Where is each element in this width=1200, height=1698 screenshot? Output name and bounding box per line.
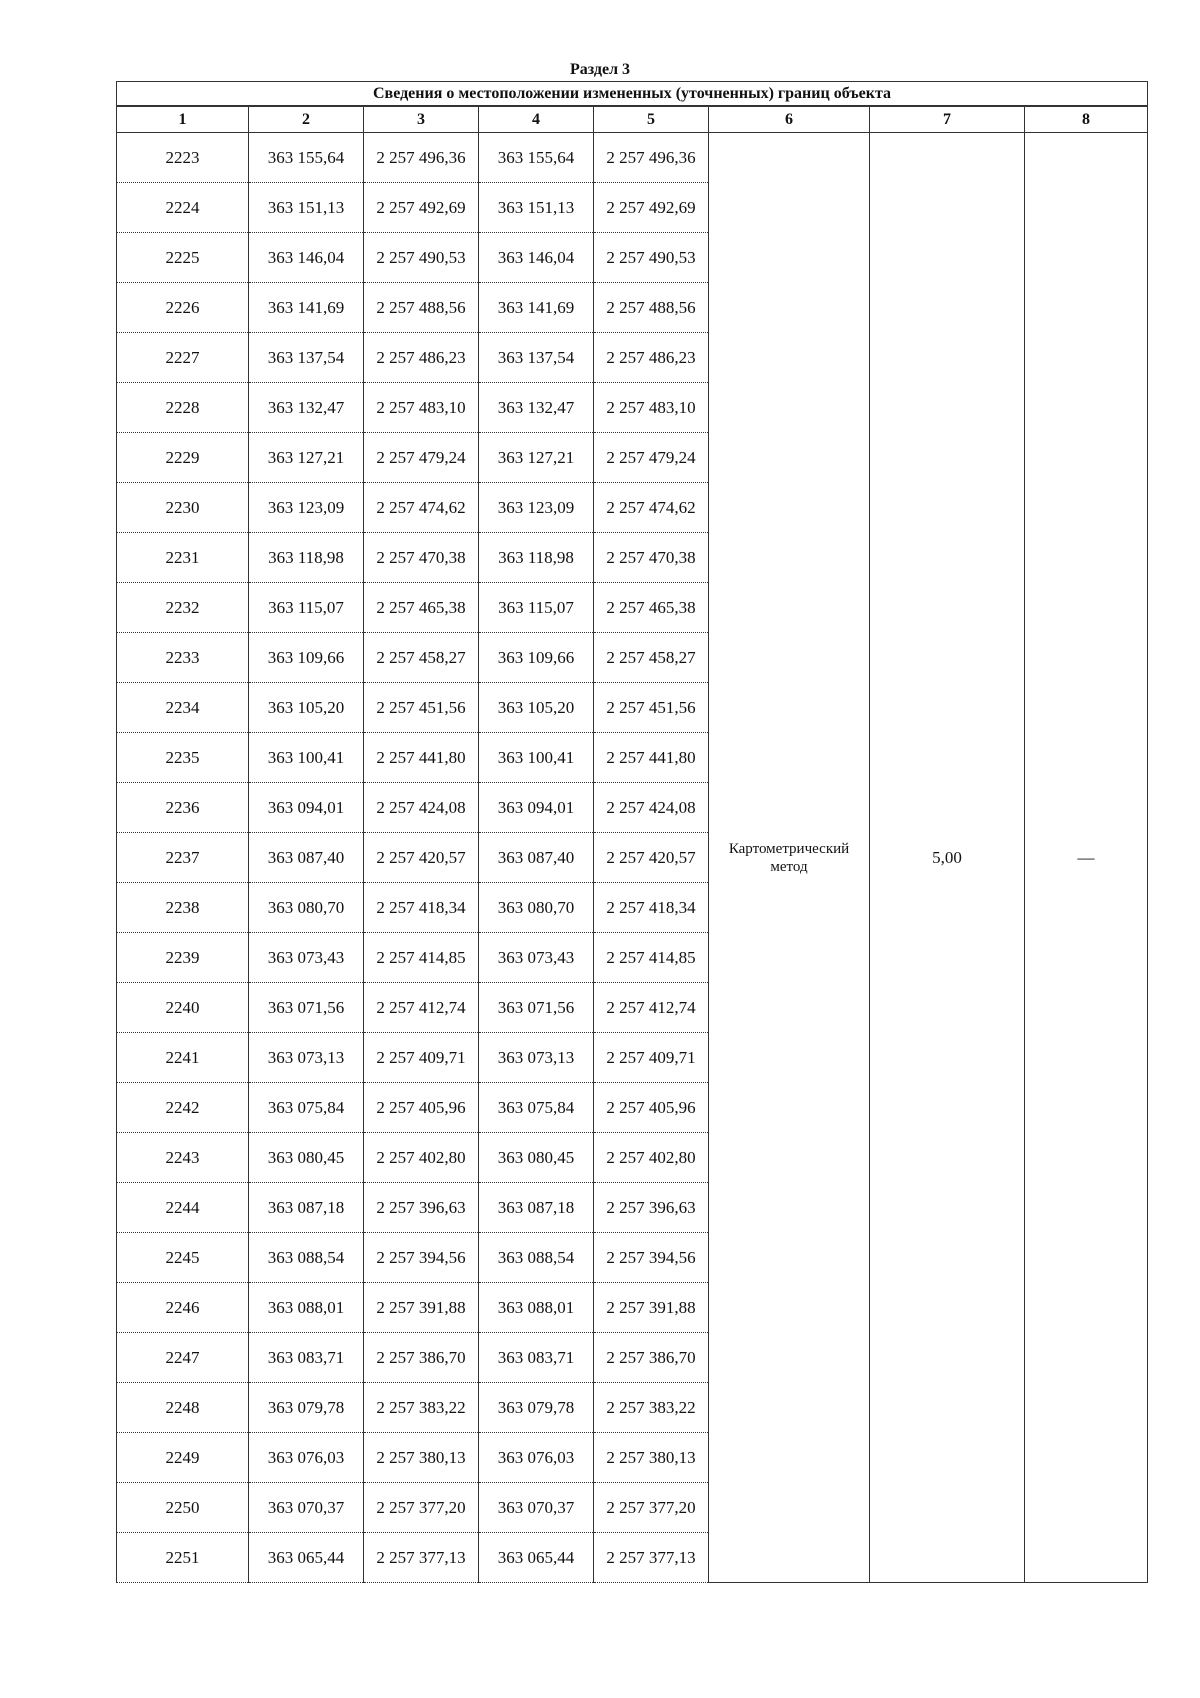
y-coordinate-new-cell: 2 257 488,56 bbox=[594, 283, 709, 333]
y-coordinate-new-cell: 2 257 420,57 bbox=[594, 833, 709, 883]
point-number-cell: 2231 bbox=[117, 533, 249, 583]
y-coordinate-new-cell: 2 257 380,13 bbox=[594, 1433, 709, 1483]
y-coordinate-new-cell: 2 257 402,80 bbox=[594, 1133, 709, 1183]
x-coordinate-old-cell: 363 087,40 bbox=[249, 833, 364, 883]
x-coordinate-old-cell: 363 115,07 bbox=[249, 583, 364, 633]
y-coordinate-old-cell: 2 257 418,34 bbox=[364, 883, 479, 933]
x-coordinate-new-cell: 363 065,44 bbox=[479, 1533, 594, 1583]
point-number-cell: 2230 bbox=[117, 483, 249, 533]
y-coordinate-old-cell: 2 257 479,24 bbox=[364, 433, 479, 483]
column-number-8: 8 bbox=[1025, 106, 1148, 133]
point-number-cell: 2251 bbox=[117, 1533, 249, 1583]
x-coordinate-old-cell: 363 155,64 bbox=[249, 133, 364, 183]
accuracy-cell: 5,00 bbox=[870, 133, 1025, 1583]
x-coordinate-new-cell: 363 105,20 bbox=[479, 683, 594, 733]
x-coordinate-new-cell: 363 127,21 bbox=[479, 433, 594, 483]
method-line-2: метод bbox=[770, 858, 808, 875]
y-coordinate-new-cell: 2 257 396,63 bbox=[594, 1183, 709, 1233]
y-coordinate-old-cell: 2 257 486,23 bbox=[364, 333, 479, 383]
point-description-cell: — bbox=[1025, 133, 1148, 1583]
point-number-cell: 2233 bbox=[117, 633, 249, 683]
x-coordinate-old-cell: 363 109,66 bbox=[249, 633, 364, 683]
y-coordinate-old-cell: 2 257 420,57 bbox=[364, 833, 479, 883]
x-coordinate-new-cell: 363 080,70 bbox=[479, 883, 594, 933]
y-coordinate-old-cell: 2 257 424,08 bbox=[364, 783, 479, 833]
x-coordinate-old-cell: 363 071,56 bbox=[249, 983, 364, 1033]
x-coordinate-new-cell: 363 088,01 bbox=[479, 1283, 594, 1333]
table-caption: Сведения о местоположении измененных (уточненных) границ объекта bbox=[117, 82, 1148, 107]
point-number-cell: 2234 bbox=[117, 683, 249, 733]
point-number-cell: 2248 bbox=[117, 1383, 249, 1433]
point-number-cell: 2236 bbox=[117, 783, 249, 833]
y-coordinate-old-cell: 2 257 391,88 bbox=[364, 1283, 479, 1333]
point-number-cell: 2244 bbox=[117, 1183, 249, 1233]
y-coordinate-old-cell: 2 257 483,10 bbox=[364, 383, 479, 433]
x-coordinate-old-cell: 363 132,47 bbox=[249, 383, 364, 433]
y-coordinate-new-cell: 2 257 409,71 bbox=[594, 1033, 709, 1083]
x-coordinate-old-cell: 363 079,78 bbox=[249, 1383, 364, 1433]
y-coordinate-old-cell: 2 257 377,20 bbox=[364, 1483, 479, 1533]
column-number-5: 5 bbox=[594, 106, 709, 133]
column-number-6: 6 bbox=[709, 106, 870, 133]
x-coordinate-new-cell: 363 075,84 bbox=[479, 1083, 594, 1133]
x-coordinate-old-cell: 363 073,43 bbox=[249, 933, 364, 983]
x-coordinate-new-cell: 363 073,13 bbox=[479, 1033, 594, 1083]
x-coordinate-old-cell: 363 080,45 bbox=[249, 1133, 364, 1183]
y-coordinate-old-cell: 2 257 383,22 bbox=[364, 1383, 479, 1433]
y-coordinate-new-cell: 2 257 377,13 bbox=[594, 1533, 709, 1583]
x-coordinate-new-cell: 363 088,54 bbox=[479, 1233, 594, 1283]
method-line-1: Картометрический bbox=[728, 840, 850, 857]
x-coordinate-new-cell: 363 083,71 bbox=[479, 1333, 594, 1383]
y-coordinate-new-cell: 2 257 414,85 bbox=[594, 933, 709, 983]
x-coordinate-old-cell: 363 070,37 bbox=[249, 1483, 364, 1533]
point-number-cell: 2239 bbox=[117, 933, 249, 983]
point-number-cell: 2225 bbox=[117, 233, 249, 283]
x-coordinate-new-cell: 363 079,78 bbox=[479, 1383, 594, 1433]
y-coordinate-new-cell: 2 257 386,70 bbox=[594, 1333, 709, 1383]
y-coordinate-new-cell: 2 257 474,62 bbox=[594, 483, 709, 533]
x-coordinate-old-cell: 363 088,01 bbox=[249, 1283, 364, 1333]
point-number-cell: 2245 bbox=[117, 1233, 249, 1283]
x-coordinate-old-cell: 363 083,71 bbox=[249, 1333, 364, 1383]
x-coordinate-new-cell: 363 151,13 bbox=[479, 183, 594, 233]
point-number-cell: 2232 bbox=[117, 583, 249, 633]
x-coordinate-old-cell: 363 151,13 bbox=[249, 183, 364, 233]
x-coordinate-new-cell: 363 073,43 bbox=[479, 933, 594, 983]
x-coordinate-new-cell: 363 109,66 bbox=[479, 633, 594, 683]
table-body bbox=[117, 133, 1148, 1583]
x-coordinate-new-cell: 363 070,37 bbox=[479, 1483, 594, 1533]
y-coordinate-old-cell: 2 257 414,85 bbox=[364, 933, 479, 983]
y-coordinate-new-cell: 2 257 418,34 bbox=[594, 883, 709, 933]
determination-method-cell bbox=[709, 133, 870, 1583]
y-coordinate-new-cell: 2 257 458,27 bbox=[594, 633, 709, 683]
x-coordinate-old-cell: 363 105,20 bbox=[249, 683, 364, 733]
point-number-cell: 2229 bbox=[117, 433, 249, 483]
y-coordinate-old-cell: 2 257 396,63 bbox=[364, 1183, 479, 1233]
y-coordinate-old-cell: 2 257 386,70 bbox=[364, 1333, 479, 1383]
point-number-cell: 2249 bbox=[117, 1433, 249, 1483]
point-number-cell: 2235 bbox=[117, 733, 249, 783]
x-coordinate-new-cell: 363 087,40 bbox=[479, 833, 594, 883]
x-coordinate-new-cell: 363 094,01 bbox=[479, 783, 594, 833]
point-number-cell: 2243 bbox=[117, 1133, 249, 1183]
y-coordinate-old-cell: 2 257 402,80 bbox=[364, 1133, 479, 1183]
x-coordinate-old-cell: 363 073,13 bbox=[249, 1033, 364, 1083]
y-coordinate-new-cell: 2 257 483,10 bbox=[594, 383, 709, 433]
x-coordinate-old-cell: 363 076,03 bbox=[249, 1433, 364, 1483]
y-coordinate-old-cell: 2 257 488,56 bbox=[364, 283, 479, 333]
y-coordinate-old-cell: 2 257 451,56 bbox=[364, 683, 479, 733]
section-title: Раздел 3 bbox=[569, 61, 631, 78]
x-coordinate-old-cell: 363 137,54 bbox=[249, 333, 364, 383]
y-coordinate-new-cell: 2 257 391,88 bbox=[594, 1283, 709, 1333]
y-coordinate-new-cell: 2 257 479,24 bbox=[594, 433, 709, 483]
point-number-cell: 2224 bbox=[117, 183, 249, 233]
y-coordinate-new-cell: 2 257 383,22 bbox=[594, 1383, 709, 1433]
y-coordinate-old-cell: 2 257 380,13 bbox=[364, 1433, 479, 1483]
table-row bbox=[117, 133, 1148, 183]
y-coordinate-new-cell: 2 257 492,69 bbox=[594, 183, 709, 233]
point-number-cell: 2238 bbox=[117, 883, 249, 933]
y-coordinate-old-cell: 2 257 409,71 bbox=[364, 1033, 479, 1083]
x-coordinate-old-cell: 363 088,54 bbox=[249, 1233, 364, 1283]
x-coordinate-new-cell: 363 080,45 bbox=[479, 1133, 594, 1183]
point-number-cell: 2227 bbox=[117, 333, 249, 383]
y-coordinate-old-cell: 2 257 458,27 bbox=[364, 633, 479, 683]
y-coordinate-new-cell: 2 257 451,56 bbox=[594, 683, 709, 733]
point-number-cell: 2228 bbox=[117, 383, 249, 433]
column-number-2: 2 bbox=[249, 106, 364, 133]
x-coordinate-old-cell: 363 118,98 bbox=[249, 533, 364, 583]
y-coordinate-old-cell: 2 257 496,36 bbox=[364, 133, 479, 183]
y-coordinate-old-cell: 2 257 394,56 bbox=[364, 1233, 479, 1283]
point-number-cell: 2223 bbox=[117, 133, 249, 183]
x-coordinate-new-cell: 363 100,41 bbox=[479, 733, 594, 783]
x-coordinate-old-cell: 363 065,44 bbox=[249, 1533, 364, 1583]
point-number-cell: 2241 bbox=[117, 1033, 249, 1083]
y-coordinate-new-cell: 2 257 470,38 bbox=[594, 533, 709, 583]
y-coordinate-old-cell: 2 257 490,53 bbox=[364, 233, 479, 283]
column-number-3: 3 bbox=[364, 106, 479, 133]
x-coordinate-new-cell: 363 071,56 bbox=[479, 983, 594, 1033]
boundary-coordinates-table bbox=[116, 81, 1148, 1583]
column-number-1: 1 bbox=[117, 106, 249, 133]
x-coordinate-old-cell: 363 123,09 bbox=[249, 483, 364, 533]
x-coordinate-old-cell: 363 127,21 bbox=[249, 433, 364, 483]
point-number-cell: 2226 bbox=[117, 283, 249, 333]
x-coordinate-new-cell: 363 118,98 bbox=[479, 533, 594, 583]
x-coordinate-new-cell: 363 155,64 bbox=[479, 133, 594, 183]
point-number-cell: 2250 bbox=[117, 1483, 249, 1533]
x-coordinate-new-cell: 363 115,07 bbox=[479, 583, 594, 633]
y-coordinate-old-cell: 2 257 412,74 bbox=[364, 983, 479, 1033]
point-number-cell: 2242 bbox=[117, 1083, 249, 1133]
y-coordinate-new-cell: 2 257 412,74 bbox=[594, 983, 709, 1033]
x-coordinate-old-cell: 363 146,04 bbox=[249, 233, 364, 283]
point-number-cell: 2246 bbox=[117, 1283, 249, 1333]
x-coordinate-old-cell: 363 100,41 bbox=[249, 733, 364, 783]
x-coordinate-old-cell: 363 087,18 bbox=[249, 1183, 364, 1233]
x-coordinate-new-cell: 363 146,04 bbox=[479, 233, 594, 283]
y-coordinate-new-cell: 2 257 394,56 bbox=[594, 1233, 709, 1283]
y-coordinate-old-cell: 2 257 470,38 bbox=[364, 533, 479, 583]
x-coordinate-new-cell: 363 132,47 bbox=[479, 383, 594, 433]
y-coordinate-old-cell: 2 257 441,80 bbox=[364, 733, 479, 783]
y-coordinate-new-cell: 2 257 496,36 bbox=[594, 133, 709, 183]
y-coordinate-old-cell: 2 257 377,13 bbox=[364, 1533, 479, 1583]
y-coordinate-new-cell: 2 257 465,38 bbox=[594, 583, 709, 633]
point-number-cell: 2237 bbox=[117, 833, 249, 883]
point-number-cell: 2240 bbox=[117, 983, 249, 1033]
x-coordinate-new-cell: 363 123,09 bbox=[479, 483, 594, 533]
x-coordinate-old-cell: 363 075,84 bbox=[249, 1083, 364, 1133]
x-coordinate-new-cell: 363 141,69 bbox=[479, 283, 594, 333]
y-coordinate-old-cell: 2 257 474,62 bbox=[364, 483, 479, 533]
x-coordinate-new-cell: 363 076,03 bbox=[479, 1433, 594, 1483]
y-coordinate-old-cell: 2 257 492,69 bbox=[364, 183, 479, 233]
y-coordinate-old-cell: 2 257 465,38 bbox=[364, 583, 479, 633]
y-coordinate-old-cell: 2 257 405,96 bbox=[364, 1083, 479, 1133]
y-coordinate-new-cell: 2 257 424,08 bbox=[594, 783, 709, 833]
column-number-4: 4 bbox=[479, 106, 594, 133]
y-coordinate-new-cell: 2 257 490,53 bbox=[594, 233, 709, 283]
y-coordinate-new-cell: 2 257 441,80 bbox=[594, 733, 709, 783]
x-coordinate-new-cell: 363 087,18 bbox=[479, 1183, 594, 1233]
x-coordinate-old-cell: 363 094,01 bbox=[249, 783, 364, 833]
x-coordinate-old-cell: 363 080,70 bbox=[249, 883, 364, 933]
y-coordinate-new-cell: 2 257 405,96 bbox=[594, 1083, 709, 1133]
x-coordinate-new-cell: 363 137,54 bbox=[479, 333, 594, 383]
x-coordinate-old-cell: 363 141,69 bbox=[249, 283, 364, 333]
column-number-7: 7 bbox=[870, 106, 1025, 133]
point-number-cell: 2247 bbox=[117, 1333, 249, 1383]
y-coordinate-new-cell: 2 257 486,23 bbox=[594, 333, 709, 383]
y-coordinate-new-cell: 2 257 377,20 bbox=[594, 1483, 709, 1533]
